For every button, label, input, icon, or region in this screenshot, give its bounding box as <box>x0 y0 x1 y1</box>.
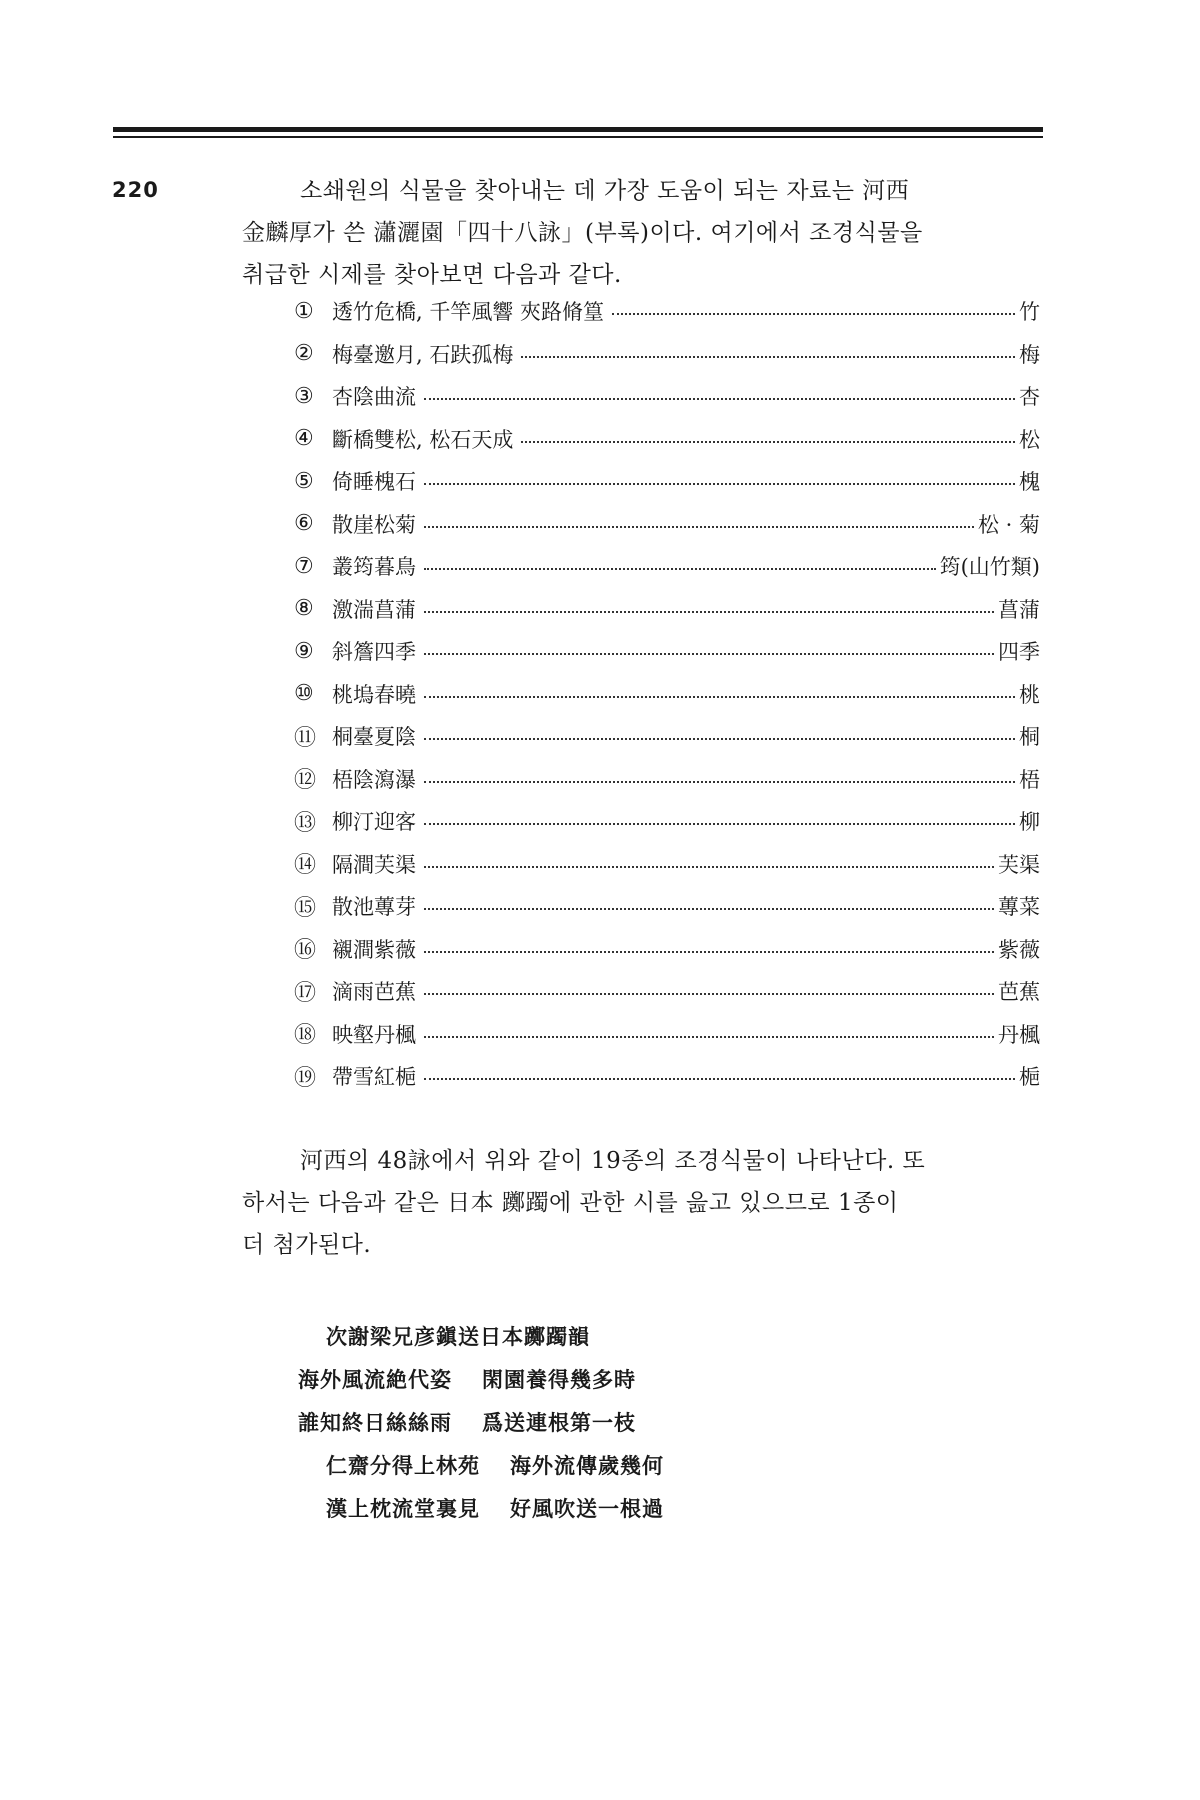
header-rule-thick <box>113 127 1043 132</box>
item-number: ⑩ <box>294 681 314 707</box>
plant-poem-list <box>294 290 1040 1098</box>
dotted-leader <box>424 951 994 953</box>
poem-topic: 隔澗芙渠 <box>332 852 416 877</box>
plant-name: 竹 <box>1019 300 1040 325</box>
item-number: ⑮ <box>294 895 317 921</box>
poem-verse: 爲送連根第一枝 <box>482 1410 636 1435</box>
item-number: ⑪ <box>294 725 317 751</box>
poem-topic: 襯澗紫薇 <box>332 937 416 962</box>
plant-name: 芭蕉 <box>998 980 1040 1005</box>
poem-verse: 誰知終日絲絲雨 <box>298 1410 452 1435</box>
dotted-leader <box>424 781 1015 783</box>
list-item <box>294 843 1040 886</box>
plant-name: 丹楓 <box>998 1022 1040 1047</box>
poem-block <box>298 1315 664 1530</box>
plant-name: 柳 <box>1019 810 1040 835</box>
poem-topic: 梧陰瀉瀑 <box>332 767 416 792</box>
dotted-leader <box>521 441 1015 443</box>
dotted-leader <box>424 653 994 655</box>
item-number: ⑯ <box>294 938 317 964</box>
poem-line <box>298 1444 664 1487</box>
plant-name: 蓴菜 <box>998 895 1040 920</box>
dotted-leader <box>521 356 1015 358</box>
plant-name: 桐 <box>1019 725 1040 750</box>
dotted-leader <box>424 611 994 613</box>
poem-verse: 漢上枕流堂裏見 <box>326 1496 480 1521</box>
list-item <box>294 758 1040 801</box>
item-number: ⑧ <box>294 596 314 622</box>
list-item <box>294 1013 1040 1056</box>
poem-topic: 柳汀迎客 <box>332 810 416 835</box>
dotted-leader <box>424 738 1015 740</box>
item-number: ⑦ <box>294 553 314 579</box>
summary-paragraph <box>242 1140 1042 1266</box>
item-number: ⑬ <box>294 810 317 836</box>
plant-name: 梅 <box>1019 342 1040 367</box>
list-item <box>294 333 1040 376</box>
plant-name: 槐 <box>1019 470 1040 495</box>
item-number: ⑲ <box>294 1065 317 1091</box>
plant-name: 芙渠 <box>998 852 1040 877</box>
item-number: ⑥ <box>294 511 314 537</box>
dotted-leader <box>424 526 974 528</box>
plant-name: 紫薇 <box>998 937 1040 962</box>
item-number: ⑨ <box>294 638 314 664</box>
poem-verse: 好風吹送一根過 <box>510 1496 664 1521</box>
intro-line: 金麟厚가 쓴 瀟灑園「四十八詠」(부록)이다. 여기에서 조경식물을 <box>242 220 923 246</box>
intro-paragraph <box>242 170 1042 296</box>
dotted-leader <box>424 823 1015 825</box>
list-item <box>294 375 1040 418</box>
intro-line: 소쇄원의 식물을 찾아내는 데 가장 도움이 되는 자료는 河西 <box>300 178 910 204</box>
plant-name: 梧 <box>1019 767 1040 792</box>
list-item <box>294 460 1040 503</box>
poem-topic: 散崖松菊 <box>332 512 416 537</box>
dotted-leader <box>424 866 994 868</box>
poem-topic: 斜簷四季 <box>332 640 416 665</box>
summary-line: 河西의 48詠에서 위와 같이 19종의 조경식물이 나타난다. 또 <box>300 1148 926 1174</box>
poem-line <box>298 1487 664 1530</box>
dotted-leader <box>424 483 1015 485</box>
poem-verse: 海外風流絶代姿 <box>298 1367 452 1392</box>
dotted-leader <box>424 398 1015 400</box>
poem-verse: 海外流傳歲幾何 <box>510 1453 664 1478</box>
item-number: ⑫ <box>294 768 317 794</box>
poem-line <box>298 1358 664 1401</box>
poem-verse: 仁齋分得上林苑 <box>326 1453 480 1478</box>
plant-name: 四季 <box>998 640 1040 665</box>
poem-topic: 杏陰曲流 <box>332 385 416 410</box>
item-number: ③ <box>294 383 314 409</box>
poem-verse: 閑園養得幾多時 <box>482 1367 636 1392</box>
header-rule-thin <box>113 136 1043 138</box>
item-number: ① <box>294 298 314 324</box>
list-item <box>294 715 1040 758</box>
poem-topic: 桃塢春曉 <box>332 682 416 707</box>
list-item <box>294 885 1040 928</box>
poem-topic: 散池蓴芽 <box>332 895 416 920</box>
dotted-leader <box>424 696 1015 698</box>
poem-line <box>298 1401 664 1444</box>
poem-topic: 激湍菖蒲 <box>332 597 416 622</box>
poem-topic: 透竹危橋, 千竿風響 夾路脩篁 <box>332 300 605 325</box>
dotted-leader <box>424 908 994 910</box>
list-item <box>294 970 1040 1013</box>
dotted-leader <box>424 993 994 995</box>
poem-topic: 帶雪紅梔 <box>332 1065 416 1090</box>
list-item <box>294 673 1040 716</box>
item-number: ⑰ <box>294 980 317 1006</box>
dotted-leader <box>424 568 936 570</box>
poem-topic: 映壑丹楓 <box>332 1022 416 1047</box>
plant-name: 桃 <box>1019 682 1040 707</box>
list-item <box>294 588 1040 631</box>
plant-name: 松 · 菊 <box>977 512 1040 537</box>
intro-line: 취급한 시제를 찾아보면 다음과 같다. <box>242 262 622 288</box>
item-number: ⑤ <box>294 468 314 494</box>
list-item <box>294 290 1040 333</box>
list-item <box>294 503 1040 546</box>
dotted-leader <box>612 313 1015 315</box>
poem-topic: 梅臺邀月, 石趺孤梅 <box>332 342 514 367</box>
list-item <box>294 545 1040 588</box>
dotted-leader <box>424 1036 994 1038</box>
item-number: ④ <box>294 426 314 452</box>
poem-topic: 斷橋雙松, 松石天成 <box>332 427 514 452</box>
plant-name: 筠(山竹類) <box>939 555 1040 580</box>
plant-name: 松 <box>1019 427 1040 452</box>
poem-topic: 叢筠暮鳥 <box>332 555 416 580</box>
item-number: ⑭ <box>294 853 317 879</box>
summary-line: 하서는 다음과 같은 日本 躑躅에 관한 시를 읊고 있으므로 1종이 <box>242 1190 899 1216</box>
list-item <box>294 1055 1040 1098</box>
list-item <box>294 418 1040 461</box>
poem-topic: 滴雨芭蕉 <box>332 980 416 1005</box>
list-item <box>294 928 1040 971</box>
poem-title: 次謝梁兄彦鎭送日本躑躅韻 <box>326 1324 590 1349</box>
item-number: ② <box>294 341 314 367</box>
plant-name: 梔 <box>1019 1065 1040 1090</box>
plant-name: 菖蒲 <box>998 597 1040 622</box>
poem-topic: 桐臺夏陰 <box>332 725 416 750</box>
list-item <box>294 630 1040 673</box>
summary-line: 더 첨가된다. <box>242 1232 372 1258</box>
page-number: 220 <box>112 178 159 202</box>
list-item <box>294 800 1040 843</box>
poem-topic: 倚睡槐石 <box>332 470 416 495</box>
item-number: ⑱ <box>294 1023 317 1049</box>
dotted-leader <box>424 1078 1015 1080</box>
plant-name: 杏 <box>1019 385 1040 410</box>
